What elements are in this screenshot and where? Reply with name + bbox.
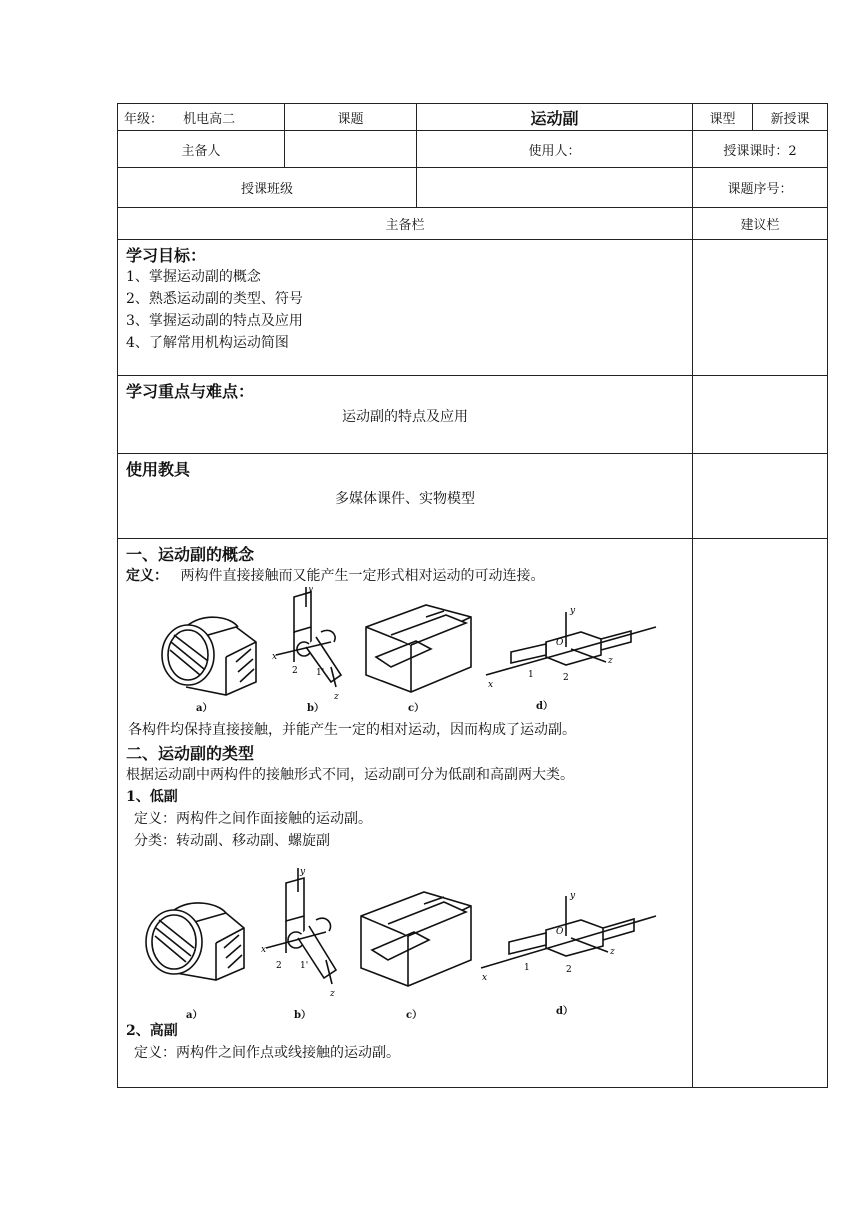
svg-text:z: z — [334, 692, 339, 702]
svg-text:x: x — [272, 652, 278, 662]
tools-content: 多媒体课件、实物模型 — [335, 491, 475, 507]
motion-pair-diagram — [126, 587, 686, 717]
section1-note: 各构件均保持直接接触，并能产生一定的相对运动，因而构成了运动副。 — [128, 722, 576, 738]
key-points-section — [118, 376, 693, 454]
advice-cell — [693, 539, 828, 1088]
content-section — [118, 539, 693, 1088]
figure-label-d: d） — [556, 1006, 573, 1017]
key-points-heading: 学习重点与难点： — [126, 382, 255, 401]
definition-text: 两构件直接接触而又能产生一定形式相对运动的可动连接。 — [180, 568, 545, 584]
type-value: 新授课 — [753, 104, 828, 131]
grade-value: 机电高二 — [183, 111, 236, 127]
svg-text:y: y — [570, 606, 576, 616]
preparer-label: 主备人 — [118, 131, 285, 168]
class-label: 授课班级 — [118, 168, 417, 208]
low-pair-definition: 定义：两构件之间作面接触的运动副。 — [134, 811, 372, 827]
class-value — [417, 168, 693, 208]
hours-label: 授课课时：2 — [693, 131, 828, 168]
advice-cell — [693, 376, 828, 454]
tools-section — [118, 454, 693, 539]
low-pair-classification: 分类：转动副、移动副、螺旋副 — [134, 833, 330, 849]
svg-text:y: y — [570, 891, 576, 901]
objectives-section — [118, 240, 693, 376]
figure-label-a: a） — [196, 703, 213, 714]
svg-text:z: z — [608, 656, 613, 666]
tools-heading: 使用教具 — [126, 460, 191, 479]
svg-text:x: x — [482, 973, 488, 983]
definition-label: 定义： — [126, 568, 168, 584]
objectives-heading: 学习目标： — [126, 246, 207, 265]
figure-label-b: b） — [307, 703, 324, 714]
svg-text:2: 2 — [563, 673, 569, 683]
type-label: 课型 — [693, 104, 753, 131]
main-column-header: 主备栏 — [118, 208, 693, 240]
svg-text:1: 1 — [528, 670, 534, 680]
advice-cell — [693, 240, 828, 376]
figure-label-d: d） — [536, 701, 553, 712]
svg-text:O: O — [556, 638, 564, 648]
svg-text:z: z — [610, 947, 615, 957]
svg-text:x: x — [261, 945, 267, 955]
motion-pair-figure-1 — [126, 587, 684, 717]
svg-text:1: 1 — [524, 963, 530, 973]
section1-definition — [126, 565, 684, 587]
svg-text:1': 1' — [316, 668, 325, 678]
objective-item: 3、掌握运动副的特点及应用 — [126, 313, 303, 329]
svg-text:y: y — [300, 868, 306, 877]
advice-cell — [693, 454, 828, 539]
key-points-content: 运动副的特点及应用 — [342, 409, 468, 425]
high-pair-heading: 2、高副 — [126, 1023, 178, 1039]
svg-text:x: x — [488, 680, 494, 690]
preparer-value — [285, 131, 417, 168]
advice-column-header: 建议栏 — [693, 208, 828, 240]
grade-label: 年级： — [124, 111, 164, 127]
figure-label-c: c） — [406, 1010, 423, 1021]
user-label: 使用人： — [417, 131, 693, 168]
motion-pair-figure-2 — [126, 868, 684, 1020]
figure-label-c: c） — [408, 703, 425, 714]
objective-item: 2、熟悉运动副的类型、符号 — [126, 291, 303, 307]
low-pair-diagram — [126, 868, 686, 1018]
section1-heading: 一、运动副的概念 — [126, 545, 255, 564]
svg-text:1': 1' — [300, 961, 309, 971]
topic-label: 课题 — [285, 104, 417, 131]
svg-text:y: y — [308, 587, 314, 594]
grade-cell — [118, 104, 285, 131]
objective-item: 4、了解常用机构运动简图 — [126, 335, 289, 351]
lesson-plan-table — [117, 103, 828, 1088]
svg-text:O: O — [556, 927, 564, 937]
topic-value: 运动副 — [417, 104, 693, 131]
svg-text:z: z — [330, 989, 335, 999]
svg-text:2: 2 — [276, 961, 282, 971]
svg-text:2: 2 — [566, 965, 572, 975]
svg-text:2: 2 — [292, 666, 298, 676]
low-pair-heading: 1、低副 — [126, 789, 178, 805]
objective-item: 1、掌握运动副的概念 — [126, 269, 261, 285]
figure-label-a: a） — [186, 1010, 203, 1021]
section2-heading: 二、运动副的类型 — [126, 744, 255, 763]
figure-label-b: b） — [294, 1010, 311, 1021]
section2-intro: 根据运动副中两构件的接触形式不同，运动副可分为低副和高副两大类。 — [126, 767, 574, 783]
high-pair-definition: 定义：两构件之间作点或线接触的运动副。 — [134, 1045, 400, 1061]
seq-label: 课题序号： — [693, 168, 828, 208]
